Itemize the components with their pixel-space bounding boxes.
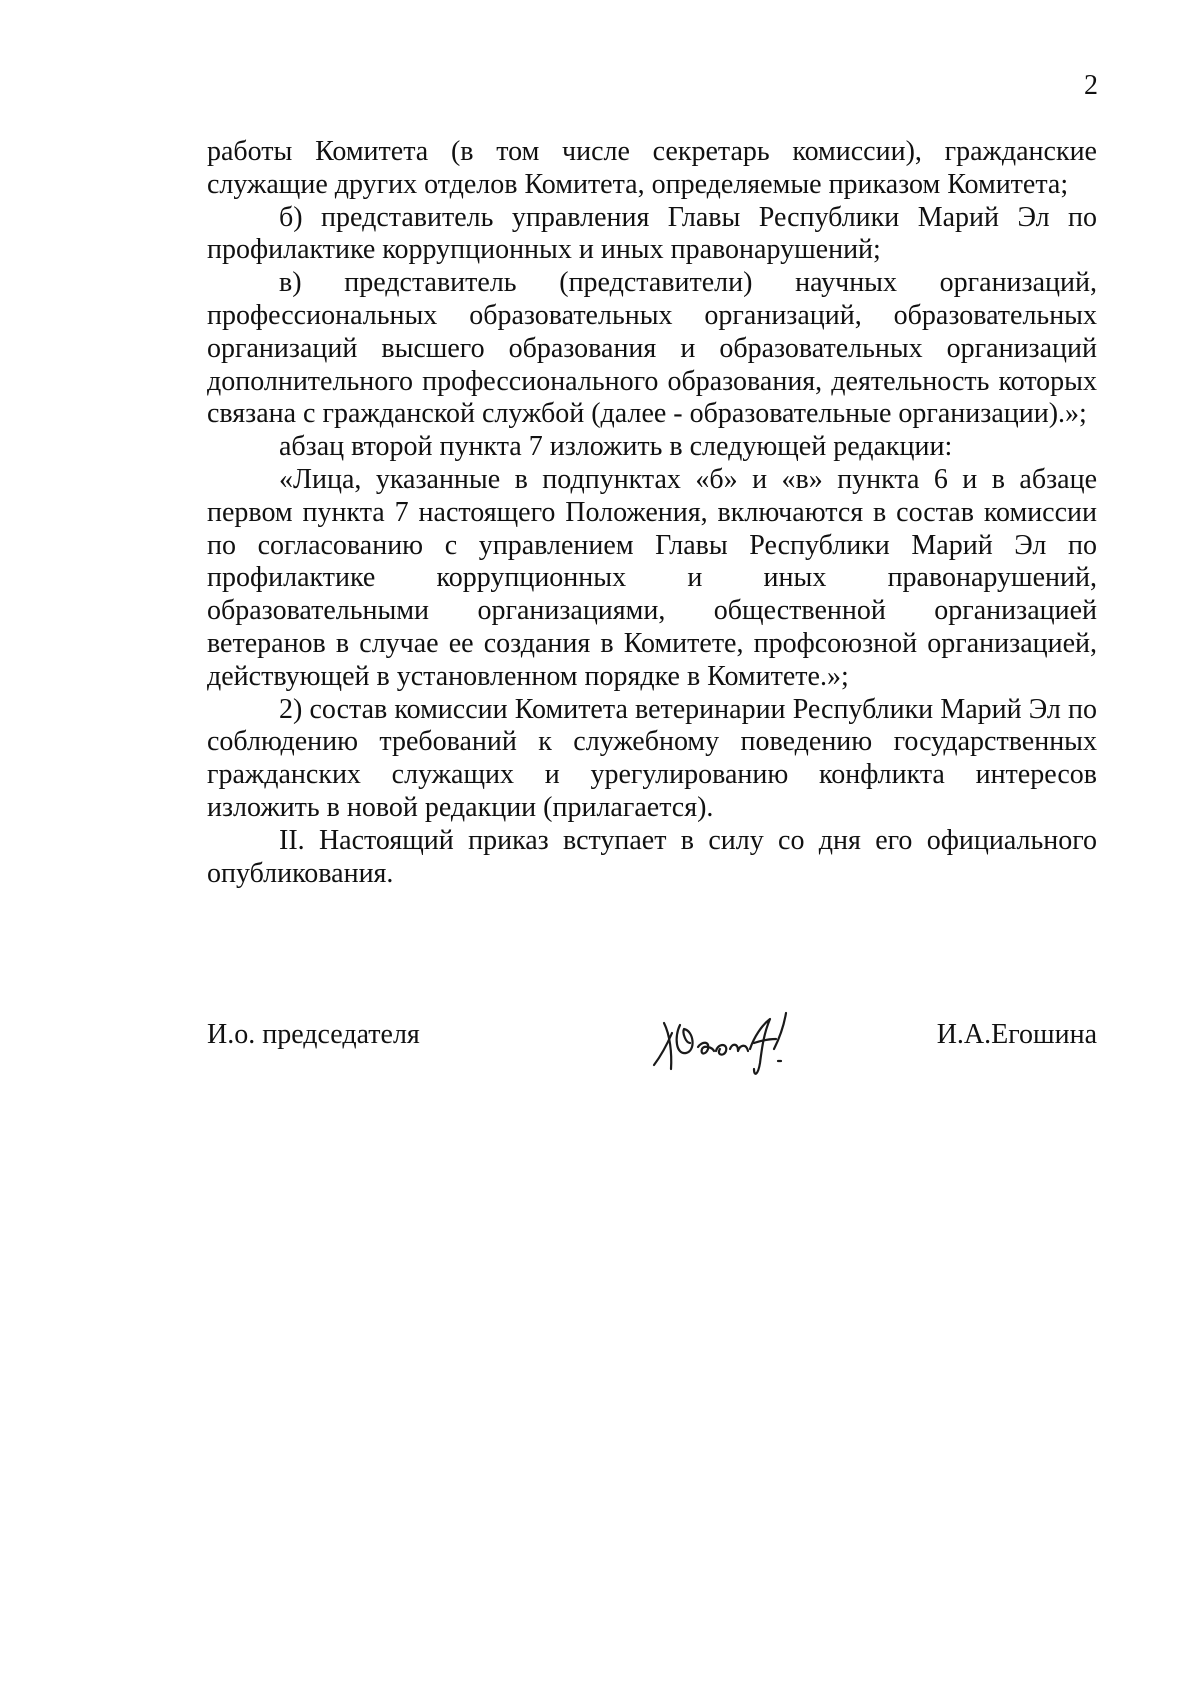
paragraph-continuation: работы Комитета (в том числе секретарь комиссии), гражданские служащие других отделов Комитета, определяемые приказом Комитета; bbox=[207, 136, 1097, 200]
paragraph-item-v: в) представитель (представители) научных организаций, профессиональных образовательных организаций, образовательных организаций высшего образования и образовательных организаций дополнительного профессионального образования, деятельность которых связана с гражданской службой (далее - образовательные организации).»; bbox=[207, 267, 1097, 430]
signatory-name: И.А.Егошина bbox=[936, 1019, 1097, 1050]
paragraph-item-b: б) представитель управления Главы Республики Марий Эл по профилактике коррупционных и иных правонарушений; bbox=[207, 201, 1097, 266]
signature-block bbox=[207, 1003, 1097, 1083]
paragraph-amendment-text: «Лица, указанные в подпунктах «б» и «в» пункта 6 и в абзаце первом пункта 7 настоящего Положения, включаются в состав комиссии по согласованию с управлением Главы Республики Марий Эл по профилактике коррупционных и иных правонарушений, образовательными организациями, общественной организацией ветеранов в случае ее создания в Комитете, профсоюзной организацией, действующей в установленном порядке в Комитете.»; bbox=[207, 463, 1097, 692]
signatory-position: И.о. председателя bbox=[207, 1019, 420, 1050]
paragraph-item-2: 2) состав комиссии Комитета ветеринарии Республики Марий Эл по соблюдению требований к служебному поведению государственных гражданских служащих и урегулированию конфликта интересов изложить в новой редакции (прилагается). bbox=[207, 693, 1097, 823]
paragraph-section-ii: II. Настоящий приказ вступает в силу со дня его официального опубликования. bbox=[207, 824, 1097, 889]
paragraph-amendment-intro: абзац второй пункта 7 изложить в следующей редакции: bbox=[279, 431, 953, 463]
document-body bbox=[207, 136, 1097, 890]
handwritten-signature bbox=[650, 1003, 820, 1079]
page-number: 2 bbox=[1084, 70, 1098, 101]
